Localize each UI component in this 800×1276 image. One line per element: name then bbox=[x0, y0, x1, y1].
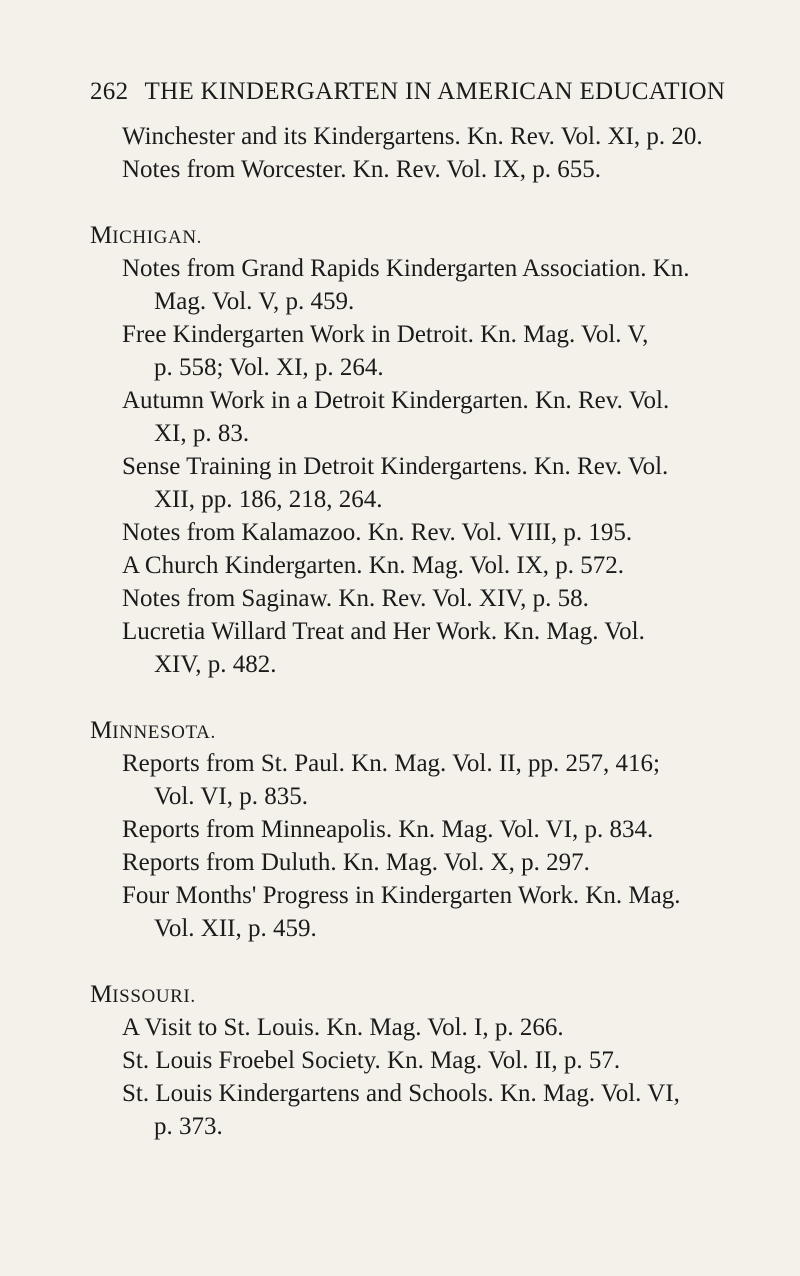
bibliography-entry bbox=[122, 516, 770, 549]
section-minnesota bbox=[90, 714, 770, 945]
entry-line: Reports from Duluth. Kn. Mag. Vol. X, p. 297. bbox=[122, 849, 590, 876]
entry-line: Notes from Saginaw. Kn. Rev. Vol. XIV, p. 58. bbox=[122, 585, 589, 612]
bibliography-entry bbox=[122, 582, 770, 615]
entry-line-continued: Mag. Vol. V, p. 459. bbox=[154, 288, 355, 315]
bibliography-entry bbox=[122, 1011, 770, 1044]
bibliography-entry bbox=[122, 384, 770, 450]
bibliography-entry bbox=[122, 615, 770, 681]
entry-line-continued: XI, p. 83. bbox=[154, 420, 250, 447]
bibliography-entry bbox=[122, 1077, 770, 1143]
bibliography-entry bbox=[122, 846, 770, 879]
section-missouri bbox=[90, 978, 770, 1143]
bibliography-entry bbox=[122, 813, 770, 846]
entry-line: St. Louis Kindergartens and Schools. Kn. Mag. Vol. VI, bbox=[122, 1080, 680, 1107]
running-header bbox=[90, 78, 725, 106]
entry-line: Notes from Worcester. Kn. Rev. Vol. IX, p. 655. bbox=[122, 156, 601, 183]
entry-line-continued: p. 373. bbox=[154, 1113, 223, 1140]
entry-line: Lucretia Willard Treat and Her Work. Kn. Mag. Vol. bbox=[122, 618, 645, 645]
section-heading: MISSOURI. bbox=[90, 981, 196, 1008]
entry-line: Notes from Kalamazoo. Kn. Rev. Vol. VIII, p. 195. bbox=[122, 519, 633, 546]
section-heading: MICHIGAN. bbox=[90, 222, 202, 249]
entry-line: A Church Kindergarten. Kn. Mag. Vol. IX, p. 572. bbox=[122, 552, 625, 579]
bibliography-entry bbox=[122, 747, 770, 813]
entry-line: Reports from Minneapolis. Kn. Mag. Vol. VI, p. 834. bbox=[122, 816, 654, 843]
entry-line: Winchester and its Kindergartens. Kn. Rev. Vol. XI, p. 20. bbox=[122, 123, 703, 150]
entry-line: Notes from Grand Rapids Kindergarten Association. Kn. bbox=[122, 255, 690, 282]
section-heading: MINNESOTA. bbox=[90, 717, 216, 744]
entry-line-continued: XIV, p. 482. bbox=[154, 651, 277, 678]
entry-line: Four Months' Progress in Kindergarten Work. Kn. Mag. bbox=[122, 882, 681, 909]
entry-line: Autumn Work in a Detroit Kindergarten. Kn. Rev. Vol. bbox=[122, 387, 670, 414]
entry-line: A Visit to St. Louis. Kn. Mag. Vol. I, p. 266. bbox=[122, 1014, 564, 1041]
entry-line-continued: XII, pp. 186, 218, 264. bbox=[154, 486, 383, 513]
bibliography-entry bbox=[122, 252, 770, 318]
entry-line: St. Louis Froebel Society. Kn. Mag. Vol. II, p. 57. bbox=[122, 1047, 621, 1074]
bibliography-content bbox=[90, 120, 770, 1143]
entry-line-continued: Vol. XII, p. 459. bbox=[154, 915, 317, 942]
entry-line: Reports from St. Paul. Kn. Mag. Vol. II, pp. 257, 416; bbox=[122, 750, 660, 777]
bibliography-entry bbox=[122, 318, 770, 384]
running-title: THE KINDERGARTEN IN AMERICAN EDUCATION bbox=[144, 78, 726, 105]
bibliography-entry bbox=[122, 450, 770, 516]
bibliography-entry bbox=[122, 549, 770, 582]
entry-line: Sense Training in Detroit Kindergartens. Kn. Rev. Vol. bbox=[122, 453, 669, 480]
entry-line-continued: Vol. VI, p. 835. bbox=[154, 783, 308, 810]
bibliography-entry bbox=[122, 879, 770, 945]
entry-line: Free Kindergarten Work in Detroit. Kn. Mag. Vol. V, bbox=[122, 321, 649, 348]
bibliography-entry bbox=[122, 153, 770, 186]
bibliography-entry bbox=[122, 1044, 770, 1077]
page-number: 262 bbox=[90, 78, 129, 105]
entry-line-continued: p. 558; Vol. XI, p. 264. bbox=[154, 354, 384, 381]
intro-entries bbox=[90, 120, 770, 186]
bibliography-entry bbox=[122, 120, 770, 153]
section-michigan bbox=[90, 219, 770, 681]
